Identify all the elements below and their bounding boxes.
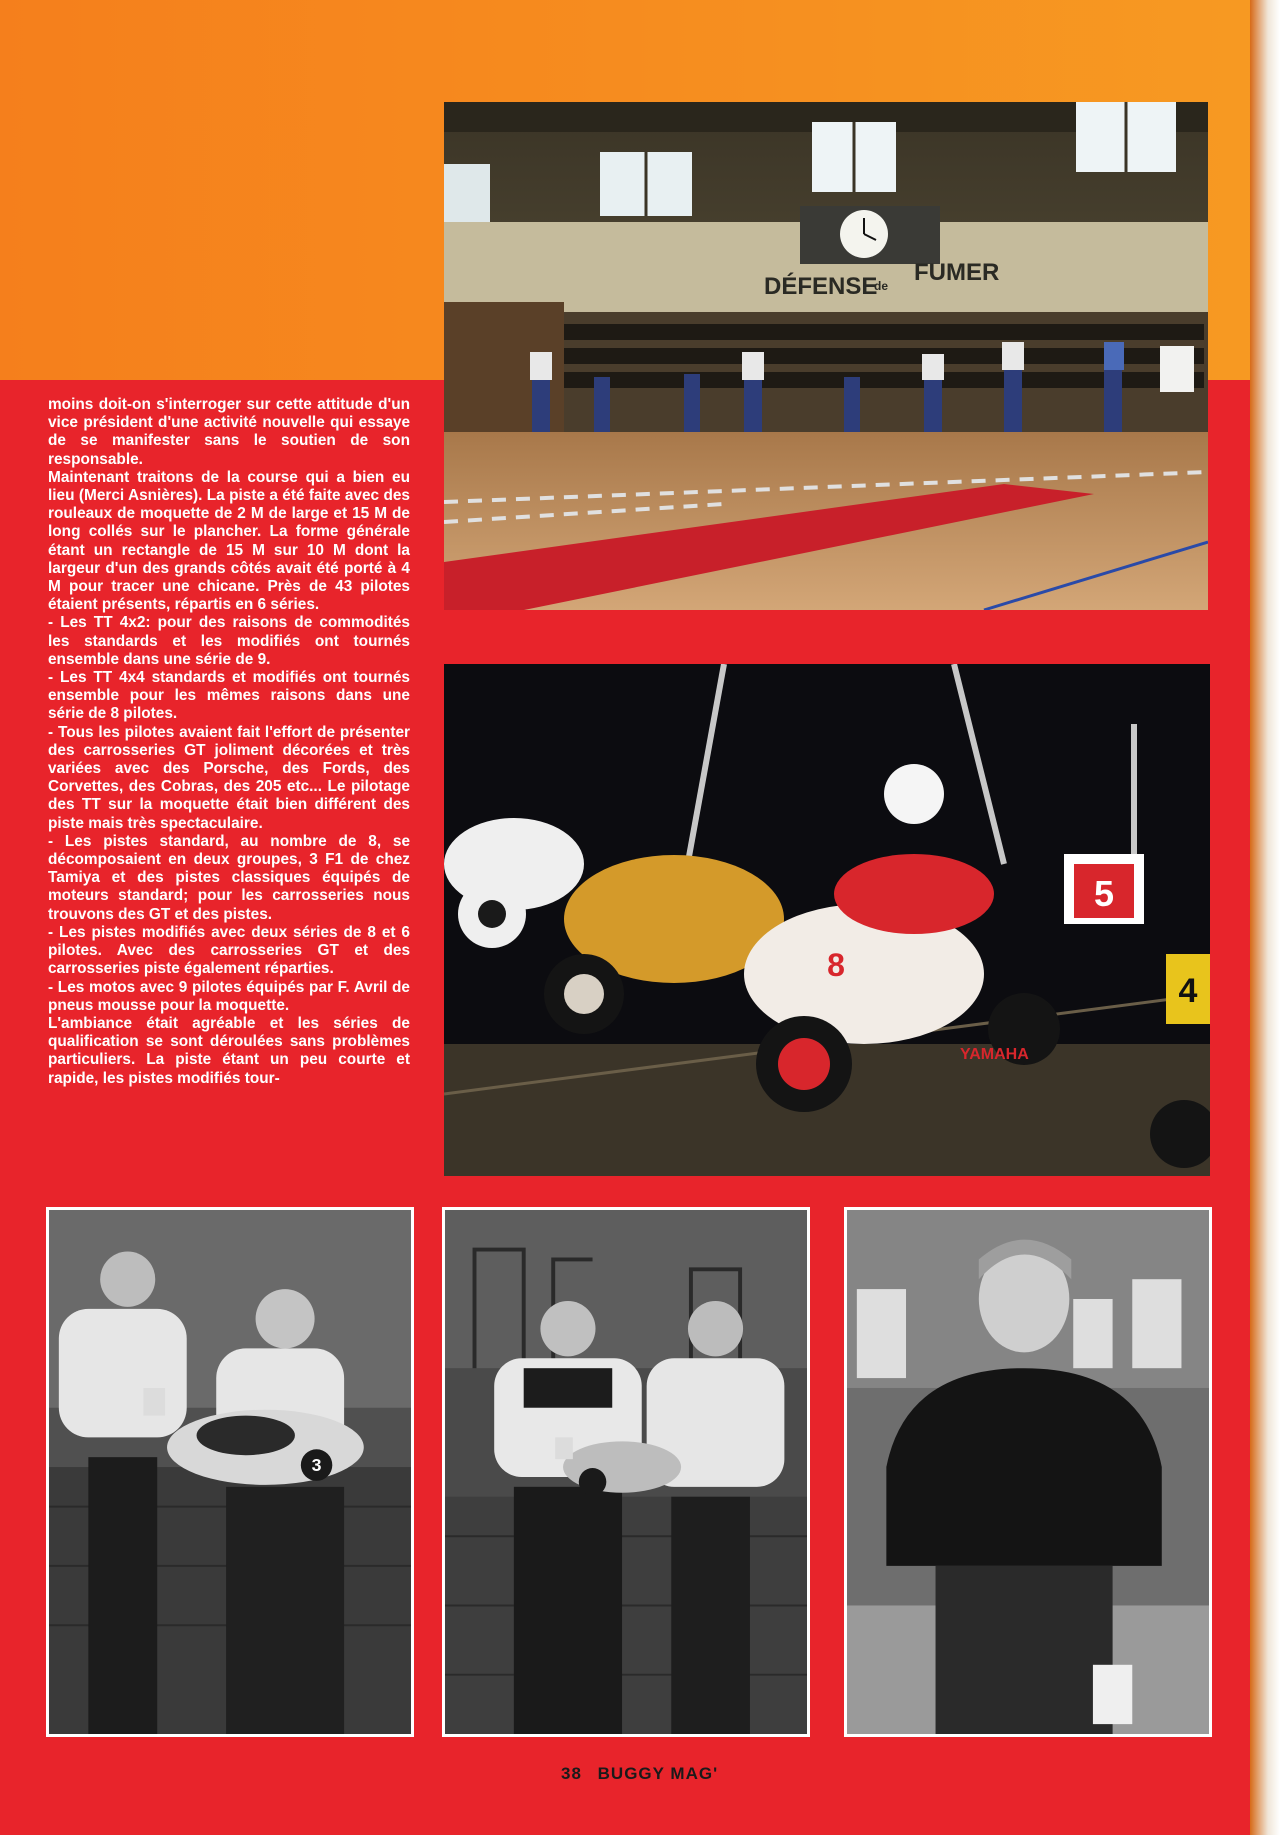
article-paragraph: - Les pistes standard, au nombre de 8, se décomposaient en deux groupes, 3 F1 de chez Tamiya et des pistes classiques équipés de moteurs standard; pour les carrosseries nous trouvons des GT et des pistes. — [48, 832, 410, 923]
gym-sign-right: FUMER — [914, 259, 1000, 286]
bike-number-yellow: 4 — [1178, 972, 1198, 1010]
page-number: 38 — [561, 1764, 582, 1783]
article-paragraph: Maintenant traitons de la course qui a bien eu lieu (Merci Asnières). La piste a été faite avec des rouleaux de moquette de 2 M de large et 15 M de long collés sur le plancher. La forme générale étant un rectangle de 15 M sur 10 M dont la largeur d'un des grands côtés avait été porté à 4 M pour tracer une chicane. Près de 43 pilotes étaient présents, répartis en 6 séries. — [48, 468, 410, 614]
page-footer — [561, 1764, 718, 1784]
article-paragraph: L'ambiance était agréable et les séries de qualification se sont déroulées sans problèmes particuliers. La piste étant un peu courte et rapide, les pistes modifiés tour- — [48, 1014, 410, 1087]
gym-sign-mid: de — [874, 279, 889, 293]
car-number: 3 — [311, 1454, 322, 1476]
article-paragraph: - Les motos avec 9 pilotes équipés par F. Avril de pneus mousse pour la moquette. — [48, 978, 410, 1014]
article-paragraph: moins doit-on s'interroger sur cette attitude d'un vice président d'une activité nouvelle qui essaye de se manifester sans le soutien de son responsable. — [48, 396, 410, 468]
winners-with-motorbike-photo — [442, 1207, 810, 1737]
bike-brand-label: YAMAHA — [960, 1046, 1029, 1063]
winners-with-car-photo — [46, 1207, 414, 1737]
young-pilot-portrait-photo — [844, 1207, 1212, 1737]
rc-motorcycles-photo — [444, 664, 1210, 1176]
article-paragraph: - Les pistes modifiés avec deux séries de 8 et 6 pilotes. Avec des carrosseries GT et des carrosseries piste également réparties. — [48, 923, 410, 978]
gymnasium-track-photo — [444, 102, 1208, 610]
bike-number-red: 5 — [1093, 873, 1115, 914]
article-paragraph: - Les TT 4x2: pour des raisons de commodités les standards et les modifiés ont tournés ensemble dans une série de 9. — [48, 614, 410, 668]
bike-number-front: 8 — [827, 947, 845, 983]
article-text-column — [48, 396, 410, 1088]
magazine-name: BUGGY MAG' — [597, 1764, 719, 1783]
page-gutter — [1250, 0, 1280, 1835]
article-paragraph: - Tous les pilotes avaient fait l'effort de présenter des carrosseries GT joliment décorées et très variées avec des Porsche, des Fords, des Corvettes, des Cobras, des 205 etc... Le pilotage des TT sur la moquette était bien différent des piste mais très spectaculaire. — [48, 723, 410, 832]
gym-sign-left: DÉFENSE — [764, 273, 878, 300]
article-paragraph: - Les TT 4x4 standards et modifiés ont tournés ensemble pour les mêmes raisons dans une série de 8 pilotes. — [48, 669, 410, 723]
